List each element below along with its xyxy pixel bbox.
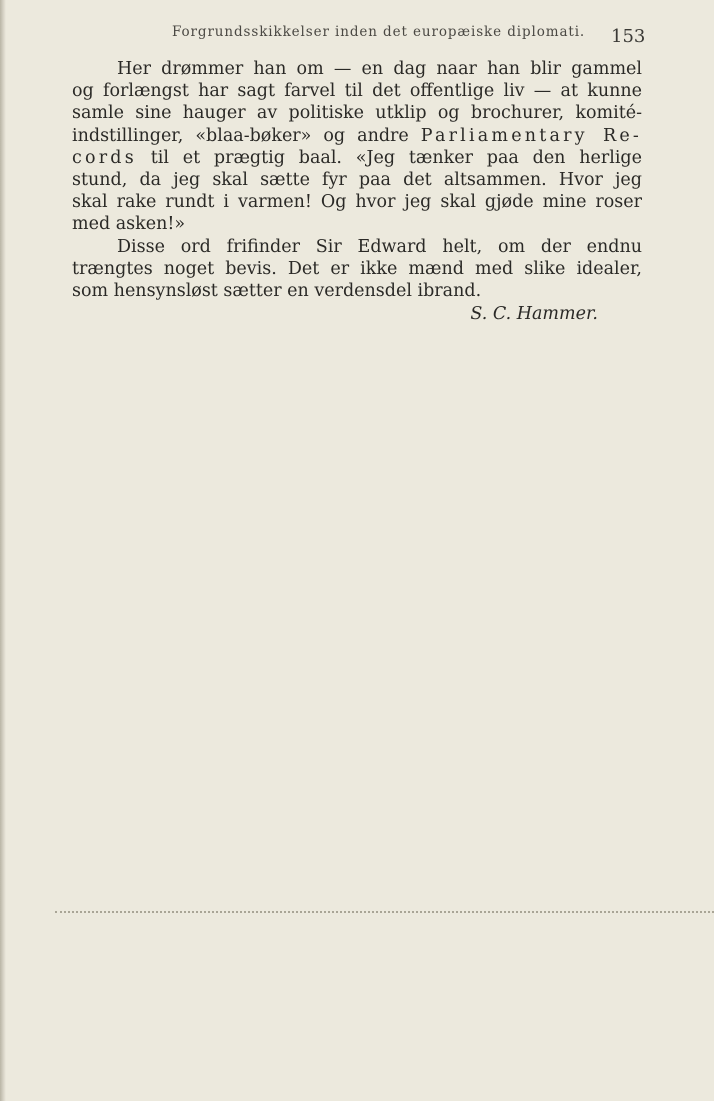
body-text — [72, 58, 642, 325]
page-number: 153 — [611, 26, 646, 47]
text-line: trængtes noget bevis. Det er ikke mænd med slike idealer, — [72, 258, 642, 279]
text-line: Disse ord frifinder Sir Edward helt, om der endnu — [117, 236, 642, 257]
spaced-emphasis: Parliamentary Re- — [420, 125, 642, 146]
text-fragment: til et prægtig baal. «Jeg tænker paa den herlige — [136, 147, 642, 168]
text-line: samle sine hauger av politiske utklip og brochurer, komité- — [72, 103, 642, 124]
running-title: Forgrundsskikkelser inden det europæiske diplomati. — [172, 24, 586, 40]
text-line-mixed — [72, 147, 642, 169]
text-line: stund, da jeg skal sætte fyr paa det altsammen. Hvor jeg — [72, 170, 642, 191]
text-line: som hensynsløst sætter en verdensdel ibrand. — [72, 281, 482, 302]
text-line: skal rake rundt i varmen! Og hvor jeg skal gjøde mine roser — [72, 192, 642, 213]
text-fragment: indstillinger, «blaa-bøker» og andre — [72, 125, 409, 146]
text-line: Her drømmer han om — en dag naar han blir gammel — [117, 59, 642, 79]
paragraph-1 — [72, 58, 642, 236]
spaced-emphasis: cords — [72, 147, 137, 168]
paragraph-2 — [72, 236, 642, 303]
text-line: og forlængst har sagt farvel til det offentlige liv — at kunne — [72, 81, 642, 102]
text-line: med asken!» — [72, 214, 186, 235]
author-signature: S. C. Hammer. — [470, 304, 598, 325]
page-binding-edge — [0, 0, 6, 1101]
text-line-mixed — [72, 125, 642, 147]
dotted-divider — [55, 911, 714, 913]
